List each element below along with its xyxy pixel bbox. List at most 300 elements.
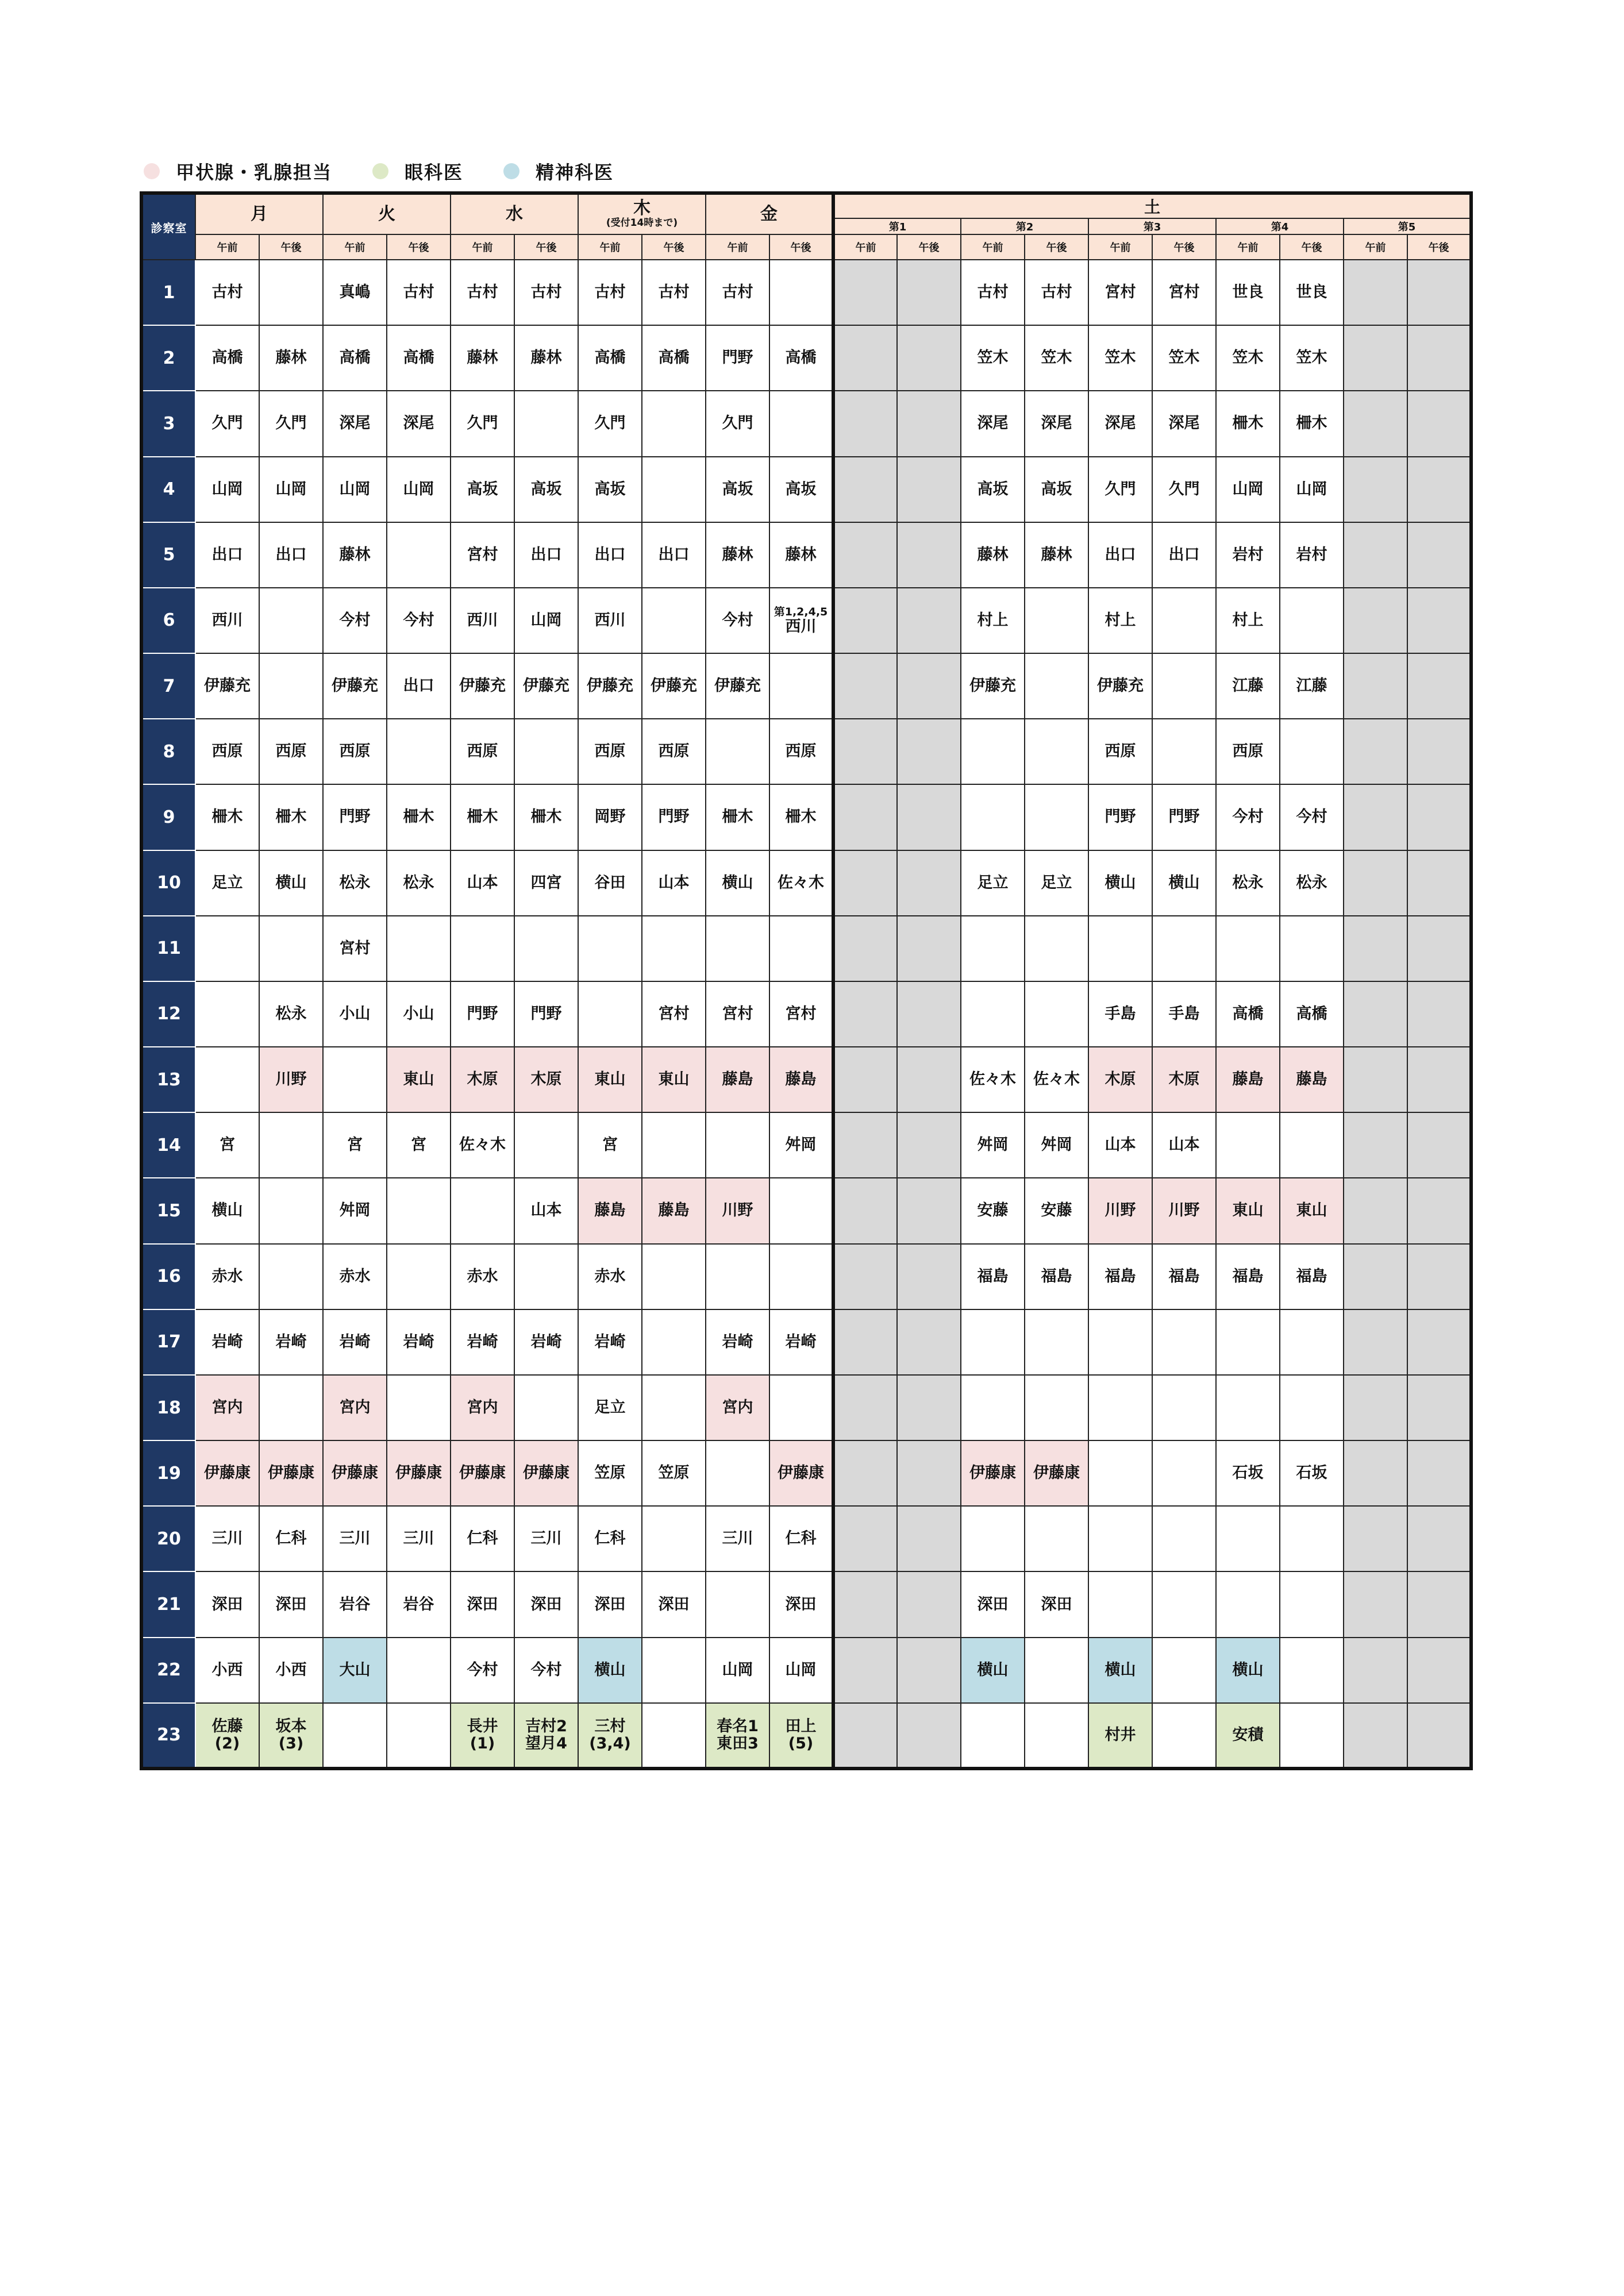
closed-slot [1344, 1506, 1407, 1571]
doctor-cell: 山岡 [323, 457, 387, 522]
closed-slot [833, 1244, 897, 1309]
doctor-cell: 福島 [1152, 1244, 1216, 1309]
empty-slot [259, 916, 323, 981]
doctor-cell: 宮村 [769, 981, 833, 1047]
empty-slot [1152, 1440, 1216, 1506]
closed-slot [1344, 1375, 1407, 1440]
closed-slot [1344, 1440, 1407, 1506]
doctor-cell: 山岡 [1216, 457, 1280, 522]
doctor-cell: 西原 [259, 719, 323, 784]
doctor-cell: 西川 [578, 588, 642, 653]
empty-slot [961, 1703, 1025, 1769]
doctor-cell: 深尾 [961, 391, 1025, 456]
doctor-cell: 宮村 [1152, 260, 1216, 325]
empty-slot [1280, 1571, 1344, 1637]
doctor-cell: 高坂 [451, 457, 514, 522]
week-header-4: 第4 [1216, 218, 1344, 234]
closed-slot [897, 653, 961, 719]
doctor-cell: 出口 [1088, 522, 1152, 588]
doctor-cell: 深尾 [387, 391, 451, 456]
doctor-cell: 舛岡 [961, 1112, 1025, 1178]
schedule-table [140, 191, 1473, 1770]
pm-header: 午後 [1407, 234, 1471, 260]
doctor-line: (3) [278, 1734, 304, 1752]
closed-slot [897, 391, 961, 456]
doctor-cell: 笠原 [578, 1440, 642, 1506]
doctor-cell: 出口 [387, 653, 451, 719]
doctor-cell: 安藤 [961, 1178, 1025, 1243]
doctor-cell: 三川 [706, 1506, 769, 1571]
doctor-cell: 藤島 [1280, 1047, 1344, 1112]
empty-slot [578, 981, 642, 1047]
closed-slot [1407, 391, 1471, 456]
doctor-cell: 岩崎 [578, 1309, 642, 1375]
doctor-cell: 東山 [642, 1047, 706, 1112]
doctor-cell: 古村 [514, 260, 578, 325]
room-number: 21 [141, 1571, 195, 1637]
closed-slot [1407, 1309, 1471, 1375]
closed-slot [833, 1506, 897, 1571]
doctor-cell: 山本 [1152, 1112, 1216, 1178]
closed-slot [897, 784, 961, 850]
closed-slot [833, 588, 897, 653]
doctor-cell: 山岡 [769, 1638, 833, 1703]
doctor-cell: 大山 [323, 1638, 387, 1703]
doctor-cell: 足立 [961, 850, 1025, 916]
closed-slot [1407, 1703, 1471, 1769]
doctor-cell: 出口 [514, 522, 578, 588]
doctor-cell: 山岡 [195, 457, 259, 522]
doctor-cell: 柵木 [1280, 391, 1344, 456]
empty-slot [1025, 916, 1088, 981]
doctor-cell: 松永 [1280, 850, 1344, 916]
doctor-cell: 笠木 [1152, 325, 1216, 391]
doctor-cell: 木原 [451, 1047, 514, 1112]
doctor-cell: 久門 [1088, 457, 1152, 522]
closed-slot [1407, 1506, 1471, 1571]
legend-label-thyroid: 甲状腺・乳腺担当 [176, 161, 333, 183]
empty-slot [1152, 588, 1216, 653]
room-row [141, 850, 1471, 916]
thyroid-dot-icon [144, 163, 160, 179]
doctor-cell: 山本 [514, 1178, 578, 1243]
doctor-cell: 世良 [1216, 260, 1280, 325]
doctor-cell: 藤林 [961, 522, 1025, 588]
empty-slot [769, 653, 833, 719]
doctor-cell: 宮村 [323, 916, 387, 981]
empty-slot [642, 1375, 706, 1440]
doctor-cell: 深田 [961, 1571, 1025, 1637]
doctor-cell: 久門 [578, 391, 642, 456]
doctor-cell: 宮内 [451, 1375, 514, 1440]
doctor-cell: 伊藤充 [578, 653, 642, 719]
closed-slot [1407, 1638, 1471, 1703]
empty-slot [642, 457, 706, 522]
closed-slot [897, 1309, 961, 1375]
empty-slot [1280, 916, 1344, 981]
closed-slot [1344, 1571, 1407, 1637]
day-header-thu-label: 木 [633, 198, 651, 218]
doctor-cell: 舛岡 [1025, 1112, 1088, 1178]
doctor-cell: 横山 [1088, 1638, 1152, 1703]
doctor-cell: 藤島 [578, 1178, 642, 1243]
doctor-cell: 世良 [1280, 260, 1344, 325]
doctor-cell: 今村 [514, 1638, 578, 1703]
doctor-cell: 深田 [578, 1571, 642, 1637]
doctor-cell: 笠木 [1216, 325, 1280, 391]
am-header: 午前 [1344, 234, 1407, 260]
empty-slot [387, 522, 451, 588]
empty-slot [1216, 1506, 1280, 1571]
doctor-cell: 岩崎 [706, 1309, 769, 1375]
closed-slot [833, 1375, 897, 1440]
doctor-cell: 出口 [578, 522, 642, 588]
doctor-cell: 高橋 [387, 325, 451, 391]
empty-slot [1216, 1571, 1280, 1637]
doctor-cell: 高坂 [769, 457, 833, 522]
closed-slot [1407, 1375, 1471, 1440]
slot-header-row [141, 234, 1471, 260]
doctor-cell: 伊藤康 [769, 1440, 833, 1506]
doctor-cell: 岩村 [1216, 522, 1280, 588]
eye-dot-icon [372, 163, 388, 179]
room-number: 7 [141, 653, 195, 719]
doctor-cell: 東山 [1280, 1178, 1344, 1243]
doctor-cell: 山岡 [706, 1638, 769, 1703]
closed-slot [833, 391, 897, 456]
closed-slot [1344, 1703, 1407, 1769]
room-number: 13 [141, 1047, 195, 1112]
empty-slot [387, 1703, 451, 1769]
doctor-cell: 高坂 [1025, 457, 1088, 522]
doctor-cell: 岩崎 [195, 1309, 259, 1375]
doctor-cell: 深田 [259, 1571, 323, 1637]
doctor-cell: 門野 [323, 784, 387, 850]
empty-slot [1088, 1440, 1152, 1506]
doctor-cell: 宮内 [323, 1375, 387, 1440]
doctor-cell: 仁科 [259, 1506, 323, 1571]
closed-slot [833, 325, 897, 391]
doctor-line: (1) [470, 1734, 495, 1752]
empty-slot [1280, 1703, 1344, 1769]
doctor-cell: 三川 [195, 1506, 259, 1571]
closed-slot [897, 1571, 961, 1637]
closed-slot [897, 981, 961, 1047]
room-row [141, 457, 1471, 522]
doctor-cell: 横山 [706, 850, 769, 916]
empty-slot [1152, 1309, 1216, 1375]
doctor-cell: 伊藤康 [323, 1440, 387, 1506]
doctor-cell: 村上 [961, 588, 1025, 653]
empty-slot [195, 1047, 259, 1112]
empty-slot [1152, 1703, 1216, 1769]
doctor-cell: 古村 [1025, 260, 1088, 325]
closed-slot [833, 850, 897, 916]
empty-slot [706, 719, 769, 784]
empty-slot [961, 916, 1025, 981]
doctor-cell: 宮 [387, 1112, 451, 1178]
empty-slot [769, 916, 833, 981]
room-row [141, 1506, 1471, 1571]
closed-slot [1407, 325, 1471, 391]
doctor-cell: 西原 [1088, 719, 1152, 784]
doctor-cell: 伊藤充 [514, 653, 578, 719]
doctor-cell: 安藤 [1025, 1178, 1088, 1243]
doctor-cell: 伊藤充 [195, 653, 259, 719]
doctor-cell: 山岡 [1280, 457, 1344, 522]
closed-slot [897, 325, 961, 391]
closed-slot [1407, 850, 1471, 916]
doctor-cell: 藤林 [514, 325, 578, 391]
room-number: 2 [141, 325, 195, 391]
doctor-cell: 柵木 [387, 784, 451, 850]
doctor-cell: 藤林 [259, 325, 323, 391]
empty-slot [1088, 1506, 1152, 1571]
am-header: 午前 [451, 234, 514, 260]
room-row [141, 719, 1471, 784]
empty-slot [387, 1178, 451, 1243]
doctor-cell: 宮内 [195, 1375, 259, 1440]
legend-thyroid [144, 158, 332, 184]
doctor-cell: 藤島 [706, 1047, 769, 1112]
doctor-cell: 福島 [961, 1244, 1025, 1309]
doctor-cell: 足立 [578, 1375, 642, 1440]
empty-slot [578, 916, 642, 981]
empty-slot [514, 916, 578, 981]
doctor-cell: 西原 [769, 719, 833, 784]
closed-slot [897, 457, 961, 522]
doctor-cell: 古村 [642, 260, 706, 325]
day-header-row [141, 193, 1471, 218]
doctor-cell: 舛岡 [323, 1178, 387, 1243]
closed-slot [1407, 522, 1471, 588]
doctor-cell: 伊藤充 [642, 653, 706, 719]
doctor-cell [706, 1703, 769, 1769]
doctor-cell [769, 1703, 833, 1769]
doctor-line: (2) [214, 1734, 240, 1752]
room-number: 10 [141, 850, 195, 916]
closed-slot [897, 1375, 961, 1440]
closed-slot [1407, 1112, 1471, 1178]
empty-slot [514, 719, 578, 784]
doctor-cell: 西原 [323, 719, 387, 784]
empty-slot [1088, 1571, 1152, 1637]
closed-slot [1344, 457, 1407, 522]
week-header-1: 第1 [833, 218, 961, 234]
doctor-cell: 福島 [1216, 1244, 1280, 1309]
doctor-cell: 柵木 [769, 784, 833, 850]
empty-slot [1152, 1571, 1216, 1637]
empty-slot [706, 1244, 769, 1309]
doctor-cell: 笠原 [642, 1440, 706, 1506]
closed-slot [833, 1703, 897, 1769]
doctor-cell: 江藤 [1216, 653, 1280, 719]
legend-label-eye: 眼科医 [405, 161, 464, 183]
closed-slot [833, 457, 897, 522]
closed-slot [1407, 784, 1471, 850]
closed-slot [1407, 588, 1471, 653]
room-row [141, 260, 1471, 325]
closed-slot [897, 588, 961, 653]
room-row [141, 1112, 1471, 1178]
closed-slot [833, 1178, 897, 1243]
doctor-cell: 宮村 [642, 981, 706, 1047]
closed-slot [1344, 653, 1407, 719]
doctor-cell: 四宮 [514, 850, 578, 916]
doctor-cell: 深尾 [1088, 391, 1152, 456]
doctor-cell: 藤林 [451, 325, 514, 391]
empty-slot [642, 1703, 706, 1769]
room-number: 18 [141, 1375, 195, 1440]
empty-slot [769, 1178, 833, 1243]
doctor-cell: 伊藤康 [259, 1440, 323, 1506]
day-header-thu [578, 193, 706, 234]
closed-slot [833, 522, 897, 588]
closed-slot [897, 522, 961, 588]
pm-header: 午後 [1025, 234, 1088, 260]
schedule-body [141, 260, 1471, 1769]
room-row [141, 522, 1471, 588]
doctor-line: 東田3 [717, 1734, 759, 1752]
doctor-cell: 仁科 [451, 1506, 514, 1571]
doctor-cell: 佐々木 [451, 1112, 514, 1178]
doctor-cell: 岩谷 [323, 1571, 387, 1637]
doctor-cell: 今村 [1280, 784, 1344, 850]
doctor-cell: 真嶋 [323, 260, 387, 325]
week-header-3: 第3 [1088, 218, 1216, 234]
am-header: 午前 [961, 234, 1025, 260]
empty-slot [1216, 916, 1280, 981]
closed-slot [833, 1440, 897, 1506]
empty-slot [1152, 653, 1216, 719]
empty-slot [1025, 1375, 1088, 1440]
doctor-cell: 小西 [259, 1638, 323, 1703]
empty-slot [1280, 588, 1344, 653]
empty-slot [642, 391, 706, 456]
doctor-cell: 岩崎 [387, 1309, 451, 1375]
doctor-cell: 西原 [1216, 719, 1280, 784]
room-row [141, 653, 1471, 719]
doctor-cell: 岩崎 [323, 1309, 387, 1375]
empty-slot [1216, 1309, 1280, 1375]
doctor-cell: 岩村 [1280, 522, 1344, 588]
doctor-cell: 門野 [706, 325, 769, 391]
doctor-line: 長井 [467, 1717, 498, 1735]
doctor-cell: 谷田 [578, 850, 642, 916]
doctor-cell: 伊藤充 [961, 653, 1025, 719]
doctor-cell: 宮 [195, 1112, 259, 1178]
empty-slot [961, 784, 1025, 850]
room-row [141, 1309, 1471, 1375]
room-row [141, 325, 1471, 391]
room-number: 5 [141, 522, 195, 588]
doctor-cell [578, 1703, 642, 1769]
closed-slot [897, 719, 961, 784]
doctor-cell: 今村 [387, 588, 451, 653]
doctor-cell: 深尾 [1152, 391, 1216, 456]
empty-slot [514, 1375, 578, 1440]
doctor-cell: 三川 [387, 1506, 451, 1571]
doctor-line: 坂本 [275, 1717, 307, 1735]
doctor-line: 西川 [785, 617, 817, 635]
doctor-cell: 深田 [1025, 1571, 1088, 1637]
doctor-cell: 山本 [642, 850, 706, 916]
doctor-cell: 松永 [259, 981, 323, 1047]
pm-header: 午後 [514, 234, 578, 260]
doctor-cell: 出口 [1152, 522, 1216, 588]
empty-slot [387, 1375, 451, 1440]
empty-slot [1216, 1375, 1280, 1440]
doctor-cell: 高橋 [1216, 981, 1280, 1047]
closed-slot [897, 1703, 961, 1769]
closed-slot [1407, 1178, 1471, 1243]
closed-slot [1344, 784, 1407, 850]
doctor-cell: 東山 [387, 1047, 451, 1112]
empty-slot [642, 1506, 706, 1571]
doctor-cell: 横山 [578, 1638, 642, 1703]
empty-slot [961, 1375, 1025, 1440]
doctor-cell: 今村 [706, 588, 769, 653]
doctor-cell: 石坂 [1280, 1440, 1344, 1506]
empty-slot [387, 719, 451, 784]
doctor-cell: 藤島 [1216, 1047, 1280, 1112]
doctor-cell: 岡野 [578, 784, 642, 850]
empty-slot [1280, 719, 1344, 784]
doctor-cell: 川野 [259, 1047, 323, 1112]
am-header: 午前 [323, 234, 387, 260]
closed-slot [1344, 588, 1407, 653]
doctor-cell: 佐々木 [961, 1047, 1025, 1112]
closed-slot [1407, 1440, 1471, 1506]
doctor-cell: 伊藤充 [706, 653, 769, 719]
doctor-cell: 横山 [195, 1178, 259, 1243]
doctor-cell: 藤島 [769, 1047, 833, 1112]
doctor-cell: 西原 [451, 719, 514, 784]
closed-slot [833, 719, 897, 784]
empty-slot [769, 1375, 833, 1440]
doctor-cell: 柵木 [1216, 391, 1280, 456]
thu-reception-note: (受付14時まで) [606, 217, 678, 229]
closed-slot [833, 981, 897, 1047]
closed-slot [897, 1047, 961, 1112]
empty-slot [769, 391, 833, 456]
doctor-cell: 木原 [1152, 1047, 1216, 1112]
doctor-cell [259, 1703, 323, 1769]
room-row [141, 391, 1471, 456]
pm-header: 午後 [769, 234, 833, 260]
doctor-cell: 佐々木 [1025, 1047, 1088, 1112]
empty-slot [514, 1244, 578, 1309]
closed-slot [1344, 325, 1407, 391]
empty-slot [1088, 916, 1152, 981]
doctor-cell: 門野 [1152, 784, 1216, 850]
room-row [141, 1703, 1471, 1769]
empty-slot [1152, 916, 1216, 981]
room-number: 22 [141, 1638, 195, 1703]
closed-slot [1344, 850, 1407, 916]
room-number: 11 [141, 916, 195, 981]
empty-slot [1088, 1309, 1152, 1375]
room-number: 23 [141, 1703, 195, 1769]
pm-header: 午後 [1280, 234, 1344, 260]
doctor-cell: 横山 [1152, 850, 1216, 916]
doctor-cell: 岩崎 [514, 1309, 578, 1375]
am-header: 午前 [578, 234, 642, 260]
doctor-cell: 村上 [1216, 588, 1280, 653]
doctor-cell: 伊藤充 [1088, 653, 1152, 719]
doctor-cell: 深田 [642, 1571, 706, 1637]
doctor-cell: 藤林 [323, 522, 387, 588]
